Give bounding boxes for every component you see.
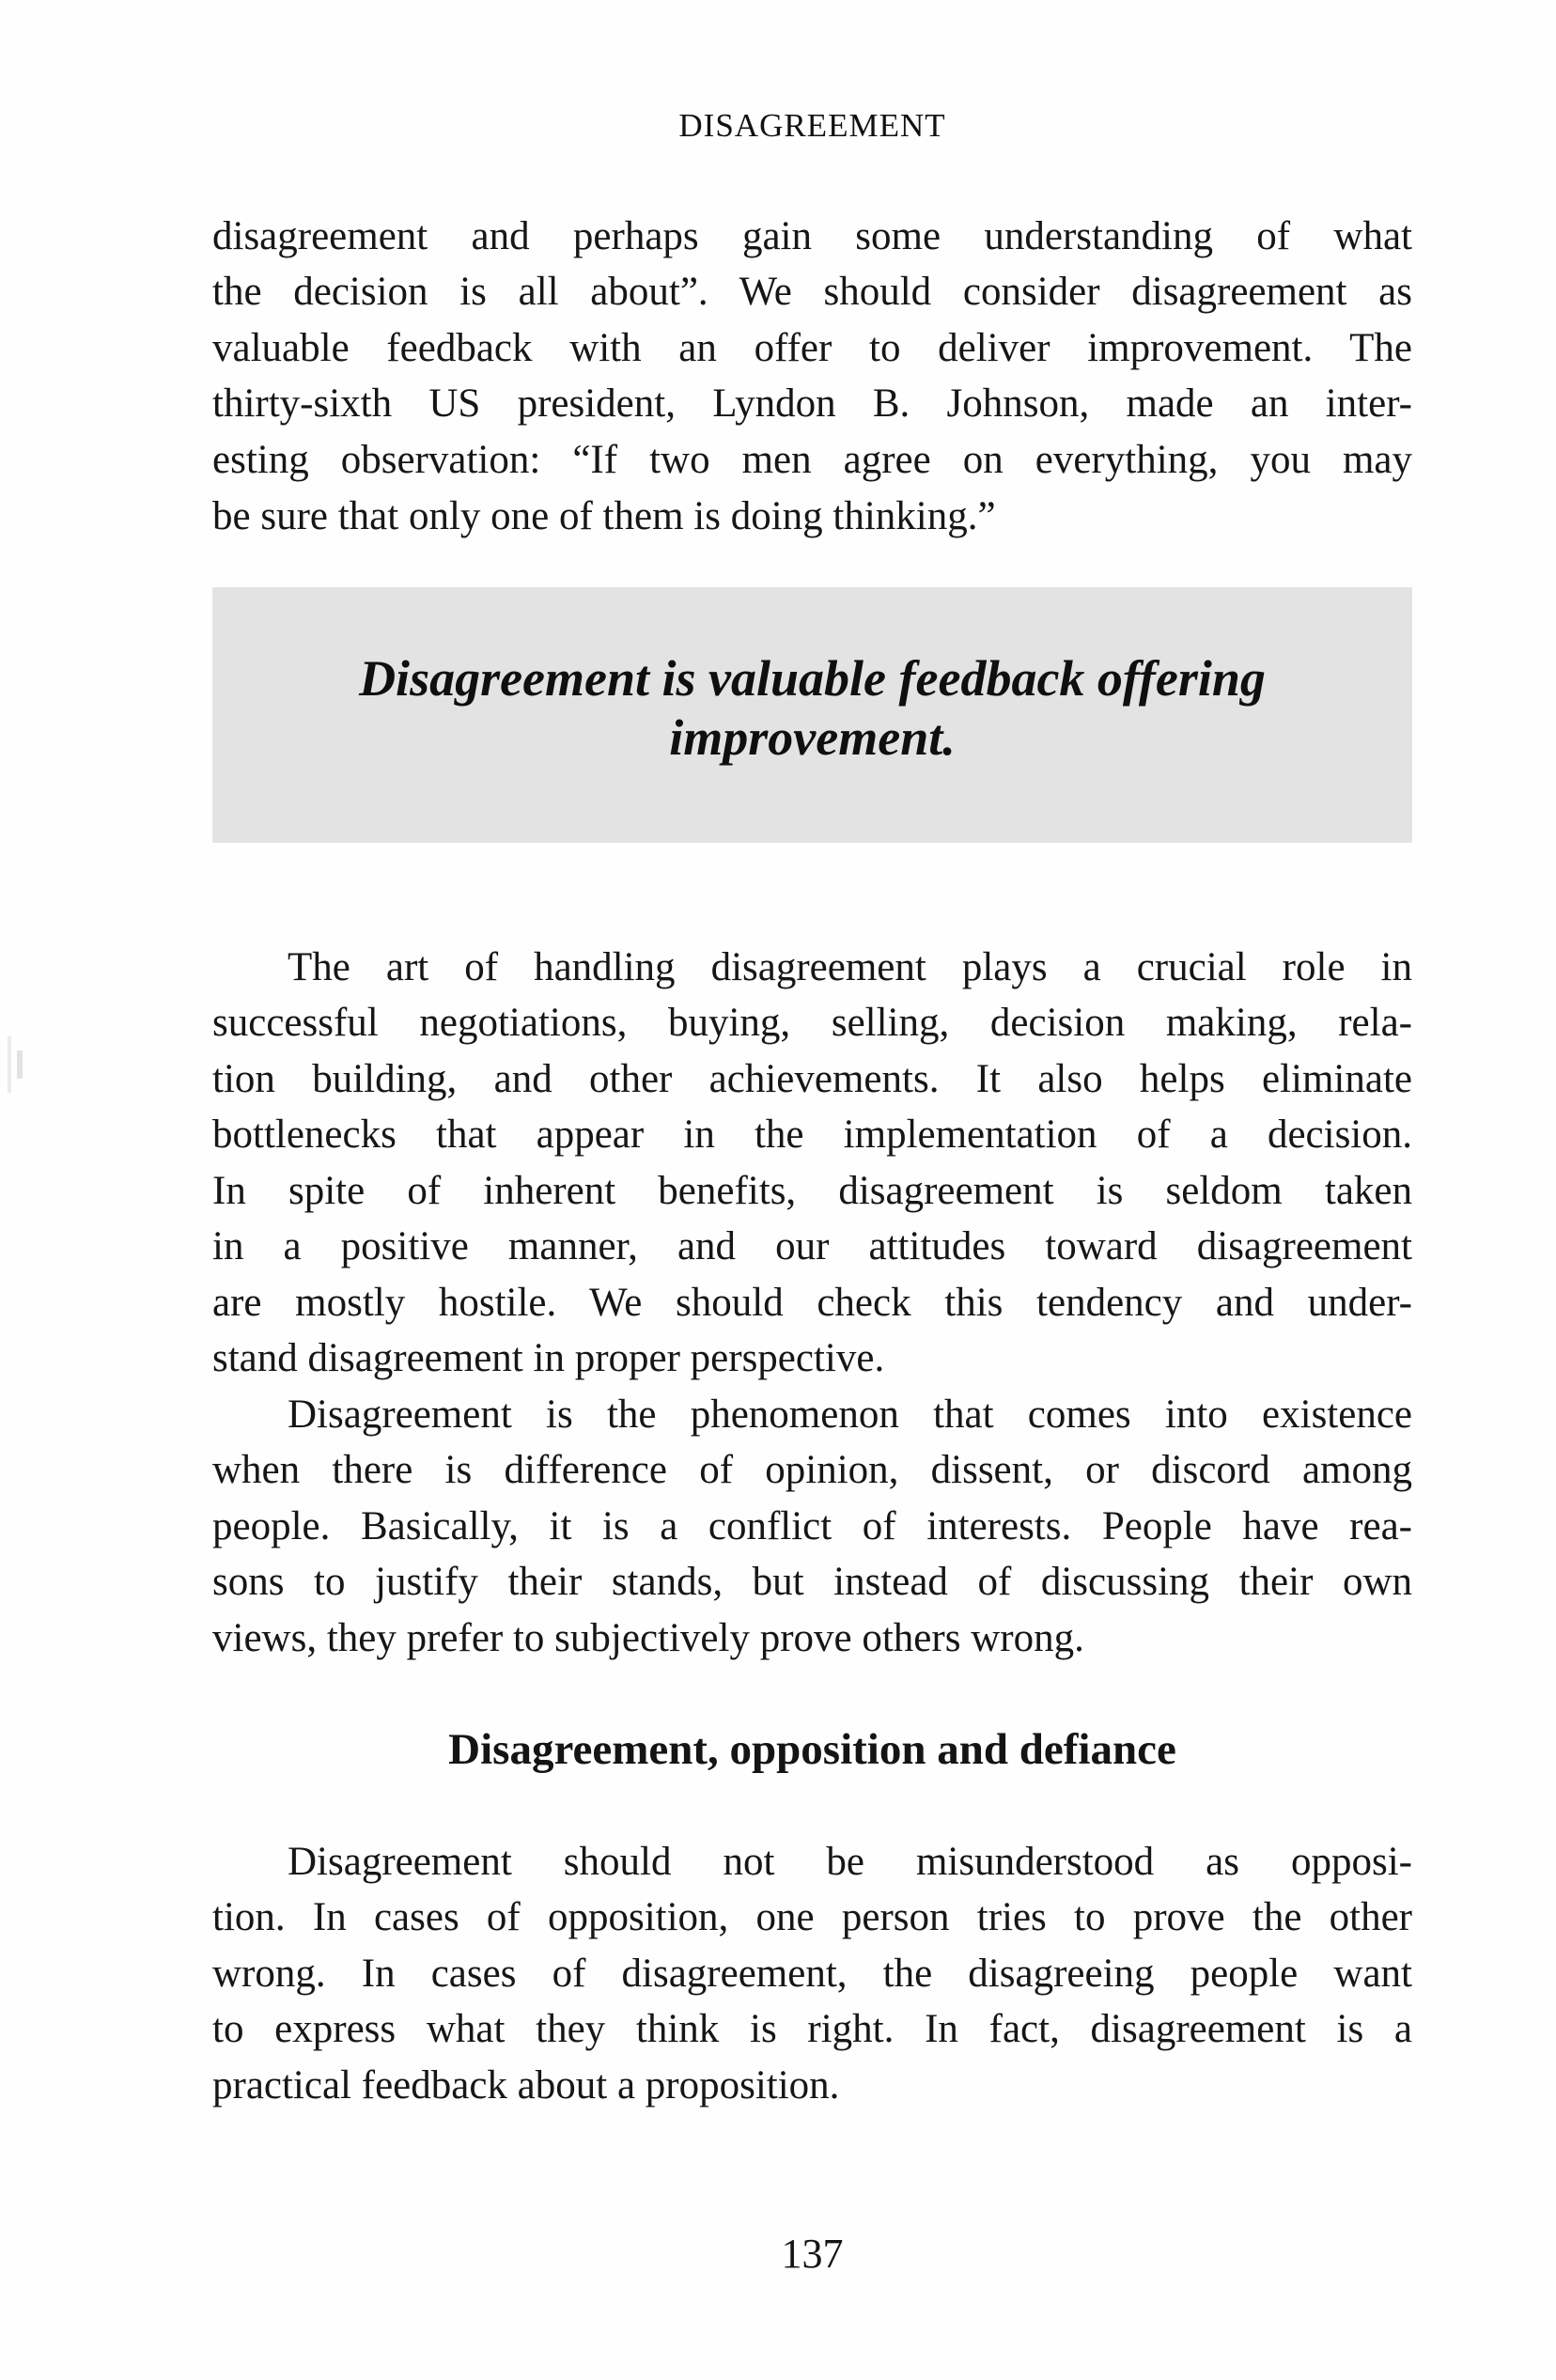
text-line: are mostly hostile. We should check this tendency and under- [212, 1281, 1412, 1325]
text-line: valuable feedback with an offer to deliver improvement. The [212, 326, 1412, 370]
pull-quote-box [212, 587, 1412, 843]
text-line: stand disagreement in proper perspective. [212, 1336, 885, 1380]
text-line: Disagreement should not be misunderstood as opposi- [288, 1840, 1412, 1884]
text-line: to express what they think is right. In fact, disagreement is a [212, 2007, 1412, 2051]
text-line: bottlenecks that appear in the implementation of a decision. [212, 1112, 1412, 1157]
text-line: successful negotiations, buying, selling, decision making, rela- [212, 1001, 1412, 1045]
scan-artifact [8, 1036, 11, 1093]
text-line: views, they prefer to subjectively prove others wrong. [212, 1616, 1084, 1660]
page-number: 137 [781, 2231, 844, 2277]
running-head: DISAGREEMENT [678, 107, 946, 144]
text-line: thirty-sixth US president, Lyndon B. Johnson, made an inter- [212, 381, 1412, 426]
scan-artifact [17, 1050, 23, 1079]
text-line: the decision is all about”. We should consider disagreement as [212, 270, 1412, 314]
text-line: be sure that only one of them is doing thinking.” [212, 494, 996, 538]
text-line: disagreement and perhaps gain some understanding of what [212, 214, 1412, 258]
section-heading: Disagreement, opposition and defiance [448, 1725, 1176, 1774]
text-line: esting observation: “If two men agree on everything, you may [212, 438, 1412, 482]
text-line: wrong. In cases of disagreement, the disagreeing people want [212, 1952, 1412, 1996]
text-line: Disagreement is the phenomenon that comes into existence [288, 1392, 1412, 1437]
pull-quote-line: improvement. [669, 709, 956, 766]
text-line: The art of handling disagreement plays a crucial role in [288, 945, 1412, 989]
text-line: practical feedback about a proposition. [212, 2063, 840, 2108]
text-line: when there is difference of opinion, dissent, or discord among [212, 1448, 1412, 1492]
text-line: tion. In cases of opposition, one person tries to prove the other [212, 1895, 1412, 1939]
text-line: In spite of inherent benefits, disagreement is seldom taken [212, 1169, 1412, 1213]
text-line: sons to justify their stands, but instead of discussing their own [212, 1560, 1412, 1604]
text-line: in a positive manner, and our attitudes toward disagreement [212, 1224, 1412, 1268]
text-line: tion building, and other achievements. It also helps eliminate [212, 1057, 1412, 1101]
pull-quote-line: Disagreement is valuable feedback offering [359, 650, 1266, 707]
text-line: people. Basically, it is a conflict of interests. People have rea- [212, 1504, 1412, 1548]
